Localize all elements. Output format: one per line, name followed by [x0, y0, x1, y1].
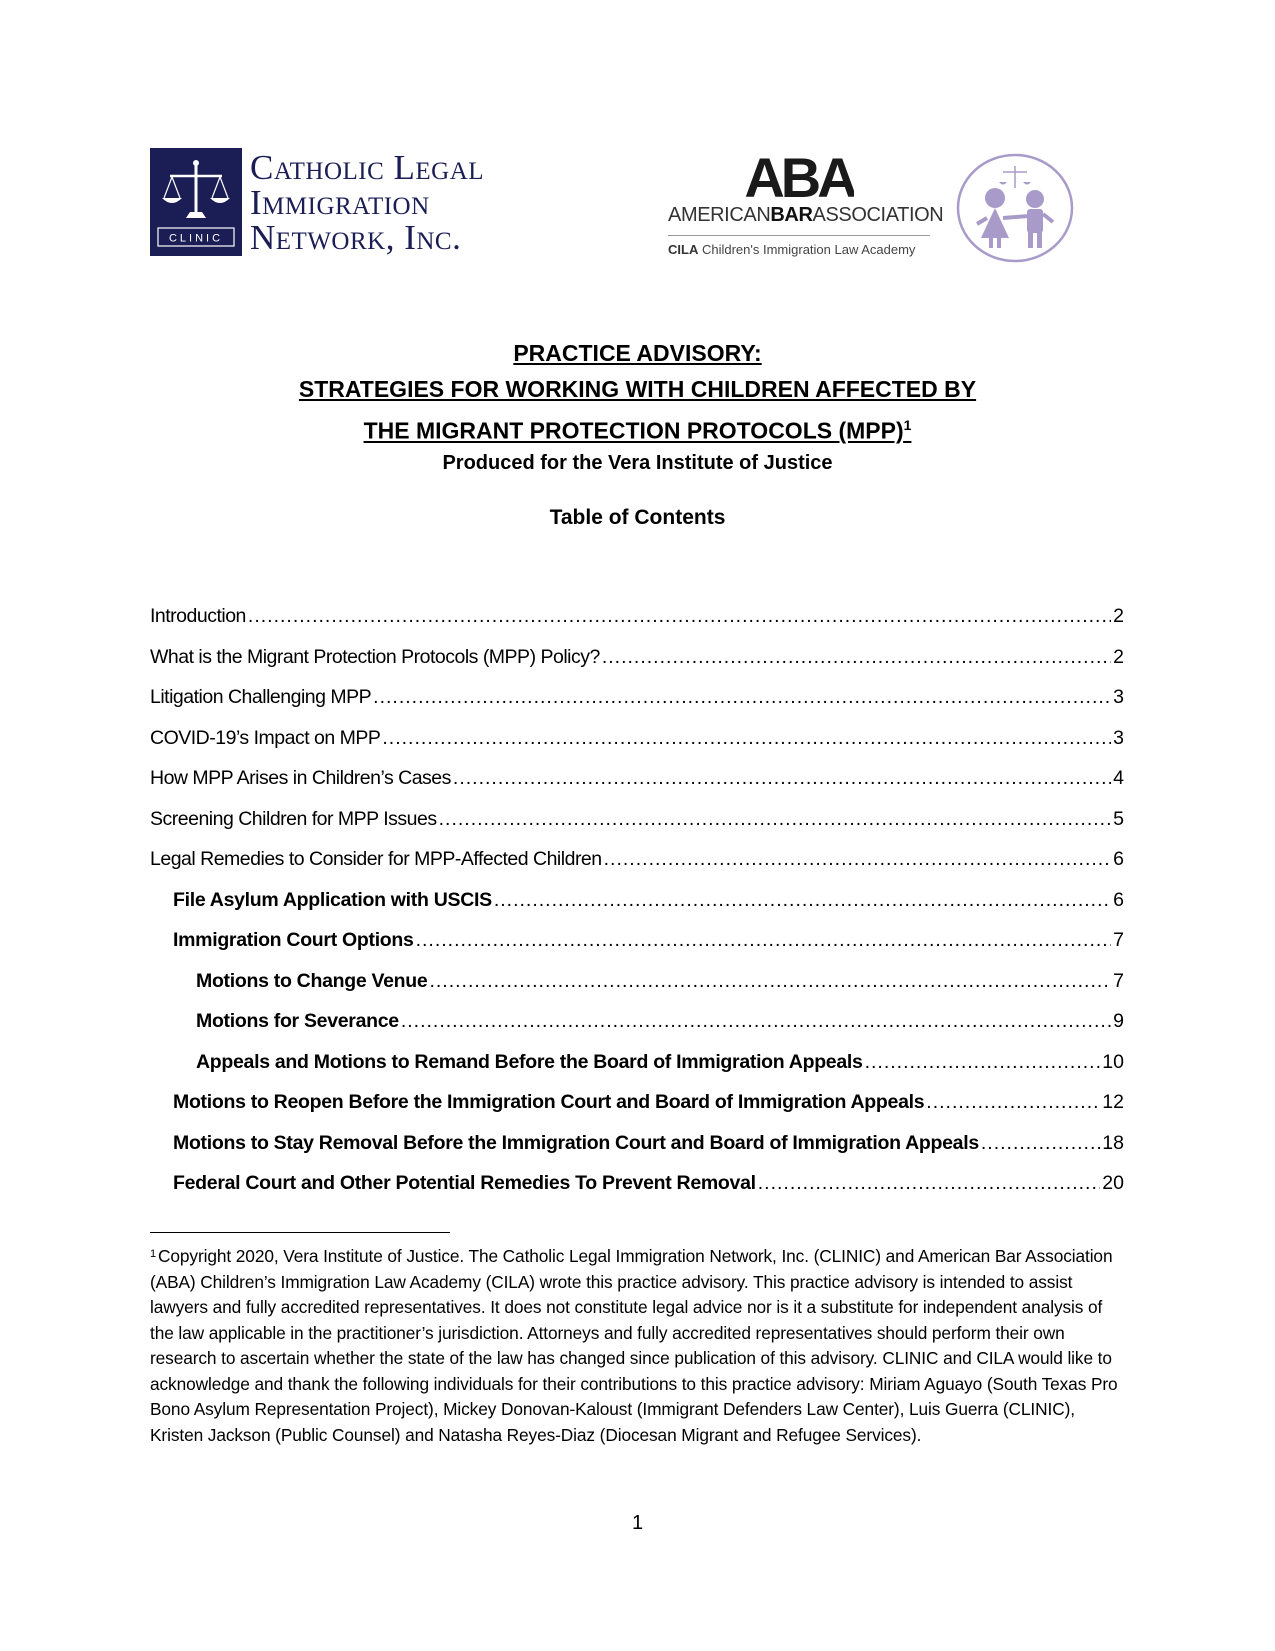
- toc-leader: [429, 970, 1111, 993]
- toc-entry-label: Motions to Reopen Before the Immigration Court and Board of Immigration Appeals: [173, 1091, 925, 1113]
- toc-entry-label: Appeals and Motions to Remand Before the Board of Immigration Appeals: [196, 1050, 863, 1073]
- toc-entry-page: 6: [1113, 848, 1124, 870]
- toc-entry-page: 12: [1102, 1091, 1124, 1113]
- aba-name-bold: BAR: [770, 204, 813, 226]
- aba-organization-name: [668, 204, 944, 227]
- aba-name-suffix: ASSOCIATION: [812, 204, 944, 226]
- toc-entry[interactable]: [150, 1132, 1124, 1173]
- toc-entry[interactable]: [150, 970, 1124, 1011]
- toc-leader: [981, 1132, 1100, 1155]
- toc-entry[interactable]: [150, 727, 1124, 768]
- clinic-scales-emblem: [150, 148, 242, 256]
- aba-name-prefix: AMERICAN: [668, 204, 771, 226]
- toc-leader: [401, 1010, 1111, 1033]
- footnote-marker: 1: [150, 1248, 157, 1260]
- toc-entry-label: COVID-19’s Impact on MPP: [150, 726, 381, 749]
- toc-entry-page: 7: [1113, 969, 1124, 992]
- toc-leader: [439, 808, 1112, 831]
- toc-entry-page: 3: [1113, 686, 1124, 708]
- aba-cila-logo: [668, 150, 944, 257]
- toc-entry-label: File Asylum Application with USCIS: [173, 888, 492, 911]
- clinic-name-line: Network, Inc.: [250, 217, 462, 257]
- toc-entry-page: 2: [1113, 605, 1124, 627]
- clinic-organization-name: [250, 147, 485, 257]
- toc-leader: [865, 1051, 1101, 1074]
- title-footnote-marker[interactable]: 1: [903, 417, 912, 433]
- toc-leader: [248, 605, 1111, 628]
- toc-entry-page: 18: [1102, 1131, 1124, 1154]
- toc-entry-label: What is the Migrant Protection Protocols (MPP) Policy?: [150, 645, 600, 668]
- toc-entry[interactable]: [150, 646, 1124, 687]
- toc-entry-page: 6: [1113, 888, 1124, 911]
- toc-entry[interactable]: [150, 605, 1124, 646]
- toc-entry[interactable]: [150, 1172, 1124, 1213]
- document-title: [0, 335, 1275, 477]
- toc-entry[interactable]: [150, 848, 1124, 889]
- toc-leader: [382, 727, 1111, 750]
- toc-leader: [926, 1091, 1100, 1114]
- toc-entry-page: 5: [1113, 807, 1124, 830]
- toc-entry-page: 4: [1113, 767, 1124, 789]
- footnote-text: Copyright 2020, Vera Institute of Justice. The Catholic Legal Immigration Network, Inc. (CLINIC) and American Bar Association (ABA) Children’s Immigration Law Academy (CILA) wrote this practice advisory. This practice advisory is intended to assist lawyers and fully accredited representatives. It does not constitute legal advice nor is it a substitute for independent analysis of the law applicable in the practitioner’s jurisdiction. Attorneys and fully accredited representatives should perform their own research to ascertain whether the state of the law has changed since publication of this advisory. CLINIC and CILA would like to acknowledge and thank the following individuals for their contributions to this practice advisory: Miriam Aguayo (South Texas Pro Bono Asylum Representation Project), Mickey Donovan-Kaloust (Immigrant Defenders Law Center), Luis Guerra (CLINIC), Kristen Jackson (Public Counsel) and Natasha Reyes-Diaz (Diocesan Migrant and Refugee Services).: [150, 1246, 1118, 1445]
- toc-heading: Table of Contents: [549, 506, 726, 529]
- title-line-2: STRATEGIES FOR WORKING WITH CHILDREN AFFECTED BY: [298, 376, 977, 402]
- toc-entry-page: 3: [1113, 726, 1124, 749]
- toc-entry[interactable]: [150, 1051, 1124, 1092]
- toc-entry-label: Motions to Change Venue: [196, 969, 428, 992]
- toc-entry-label: Introduction: [150, 605, 246, 627]
- clinic-badge-text: CLINIC: [168, 232, 224, 245]
- clinic-name-line: Catholic Legal: [250, 147, 485, 187]
- title-line-3: [0, 407, 1275, 449]
- clinic-logo: [150, 148, 484, 256]
- toc-entry-label: Federal Court and Other Potential Remedies To Prevent Removal: [173, 1172, 756, 1194]
- cila-full-name: Children's Immigration Law Academy: [701, 242, 916, 257]
- toc-leader: [604, 848, 1112, 871]
- toc-entry[interactable]: [150, 889, 1124, 930]
- toc-entry-label: Motions to Stay Removal Before the Immigration Court and Board of Immigration Appeals: [173, 1131, 979, 1154]
- toc-entry[interactable]: [150, 686, 1124, 727]
- toc-leader: [373, 686, 1111, 709]
- toc-leader: [602, 646, 1111, 669]
- toc-entry-label: Litigation Challenging MPP: [150, 686, 372, 708]
- toc-leader: [416, 929, 1112, 952]
- toc-entry-label: How MPP Arises in Children’s Cases: [150, 767, 451, 789]
- aba-divider: [668, 235, 930, 236]
- title-line-1: PRACTICE ADVISORY:: [513, 340, 762, 366]
- page-number: 1: [631, 1512, 644, 1534]
- toc-entry-label: Legal Remedies to Consider for MPP-Affected Children: [150, 848, 602, 870]
- toc-leader: [494, 889, 1111, 912]
- clinic-name-line: Immigration: [250, 182, 430, 222]
- toc-entry-page: 7: [1113, 929, 1124, 951]
- toc-entry-page: 20: [1102, 1172, 1124, 1194]
- produced-for: Produced for the Vera Institute of Justice: [442, 451, 833, 474]
- toc-entry[interactable]: [150, 767, 1124, 808]
- cila-children-icon: [955, 152, 1075, 264]
- toc-entry[interactable]: [150, 1091, 1124, 1132]
- toc-leader: [453, 767, 1111, 790]
- toc-entry-page: 10: [1102, 1050, 1124, 1073]
- aba-letter-mark: [744, 150, 854, 200]
- title-line-3-text: THE MIGRANT PROTECTION PROTOCOLS (MPP): [363, 417, 904, 444]
- cila-name: [668, 242, 936, 257]
- toc-entry[interactable]: [150, 929, 1124, 970]
- toc-entry-page: 2: [1113, 645, 1124, 668]
- scales-of-justice-icon: [152, 150, 240, 254]
- toc-entry-label: Screening Children for MPP Issues: [150, 807, 437, 830]
- toc-entry-page: 9: [1113, 1010, 1124, 1032]
- toc-entry-label: Immigration Court Options: [173, 929, 414, 951]
- cila-abbrev: CILA: [668, 242, 699, 257]
- toc-leader: [758, 1172, 1101, 1195]
- toc-entry[interactable]: [150, 1010, 1124, 1051]
- aba-mark-text: ABA: [744, 150, 854, 200]
- footnote: [150, 1242, 1128, 1448]
- toc-entry[interactable]: [150, 808, 1124, 849]
- table-of-contents: [150, 605, 1124, 1213]
- toc-entry-label: Motions for Severance: [196, 1010, 399, 1032]
- footnote-separator: [150, 1232, 450, 1233]
